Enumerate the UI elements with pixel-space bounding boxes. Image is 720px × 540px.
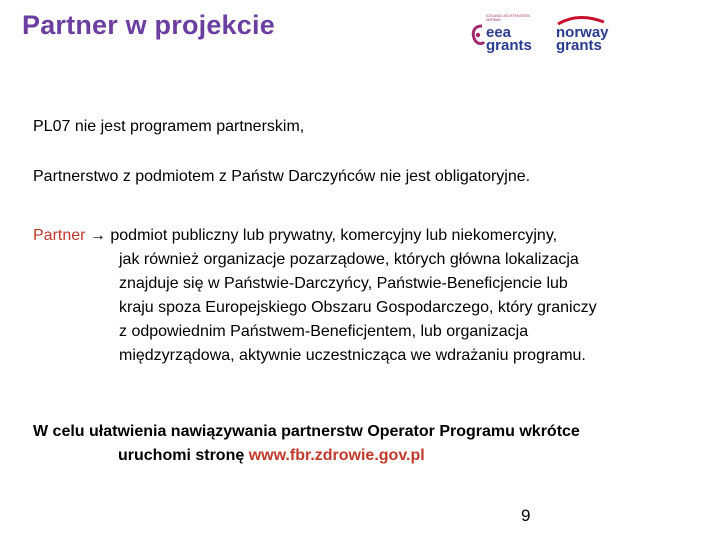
- info-paragraph: [33, 420, 580, 468]
- page-title: Partner w projekcie: [22, 10, 275, 40]
- website-link[interactable]: www.fbr.zdrowie.gov.pl: [248, 447, 425, 464]
- partner-definition-line: kraju spoza Europejskiego Obszaru Gospodarczego, który graniczy: [119, 299, 597, 316]
- eea-mark-icon: [470, 14, 486, 54]
- partner-definition: [33, 224, 673, 368]
- statement-not-obligatory: Partnerstwo z podmiotem z Państw Darczyńców nie jest obligatoryjne.: [33, 168, 531, 185]
- partner-term: Partner: [33, 227, 86, 244]
- eea-logo-grants: grants: [486, 37, 532, 54]
- arrow-icon: →: [89, 227, 106, 244]
- page-number: 9: [521, 506, 531, 525]
- eea-logo-small-text: ICELAND LIECHTENSTEIN NORWAY: [486, 14, 530, 22]
- statement-not-partnership: PL07 nie jest programem partnerskim,: [33, 118, 305, 135]
- partner-definition-line: jak również organizacje pozarządowe, których główna lokalizacja: [119, 251, 579, 268]
- info-line-2: uruchomi stronę: [118, 447, 249, 464]
- norway-logo-grants: grants: [556, 37, 602, 54]
- info-line-1: W celu ułatwienia nawiązywania partnerstw Operator Programu wkrótce: [33, 423, 580, 440]
- eea-grants-logo: [470, 14, 538, 56]
- norway-grants-logo: [548, 14, 614, 56]
- norway-logo-word: norway: [556, 24, 609, 41]
- partner-definition-line: znajduje się w Państwie-Darczyńcy, Państwie-Beneficjencie lub: [119, 275, 568, 292]
- partner-definition-line: międzyrządowa, aktywnie uczestnicząca we wdrażaniu programu.: [119, 347, 586, 364]
- partner-first-line: podmiot publiczny lub prywatny, komercyjny lub niekomercyjny,: [105, 227, 558, 244]
- eea-logo-word: eea: [486, 24, 512, 41]
- partner-definition-line: z odpowiednim Państwem-Beneficjentem, lub organizacja: [119, 323, 529, 340]
